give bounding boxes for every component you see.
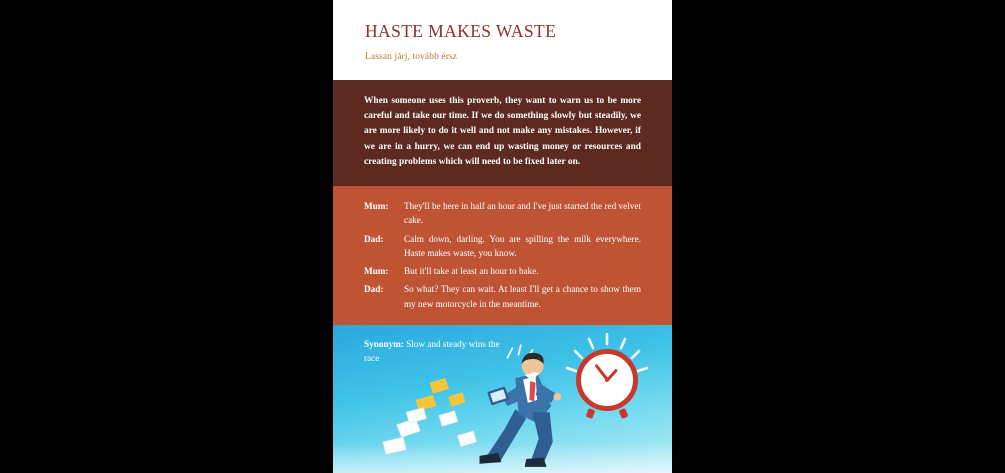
dialogue-text: Calm down, darling. You are spilling the milk everywhere. Haste makes waste, you know. [404,233,641,258]
card-header [333,0,672,80]
dialogue-speaker: Mum: [364,201,389,212]
dialogue-speaker: Dad: [364,233,384,244]
illustration-section [333,325,672,473]
clock-hour-hand [606,369,618,381]
dialogue-line [364,232,641,261]
dialogue-line [364,264,641,278]
page-title: HASTE MAKES WASTE [365,21,557,41]
page-subtitle: Lassan járj, tovább érsz [365,52,458,63]
clock-face [576,349,638,411]
clock-minute-hand [594,364,608,381]
dialogue-text: They'll be here in half an hour and I've just started the red velvet cake. [404,201,641,226]
synonym-label: Synonym: [364,338,404,349]
dialogue-text: So what? They can wait. At least I'll get a chance to show them my new motorcycle in the meantime. [404,284,641,309]
synonym-text: Slow and steady wins the race [364,338,500,363]
proverb-card [333,0,672,473]
dialogue-line [364,282,641,311]
dialogue-speaker: Mum: [364,266,389,277]
alarm-clock-icon [576,349,638,411]
meaning-text: When someone uses this proverb, they want to warn us to be more careful and take our time. If we do something slowly but steadily, we are more likely to do it well and not make any mistakes. However, if we are in a hurry, we can end up wasting money or resources and creating problems which will need to be fixed later on. [364,96,641,167]
dialogue-text: But it'll take at least an hour to bake. [404,266,539,277]
synonym-note [364,338,504,366]
dialogue-line [364,199,641,228]
dialogue-speaker: Dad: [364,284,384,295]
meaning-section [333,80,672,186]
dialogue-section [333,186,672,325]
